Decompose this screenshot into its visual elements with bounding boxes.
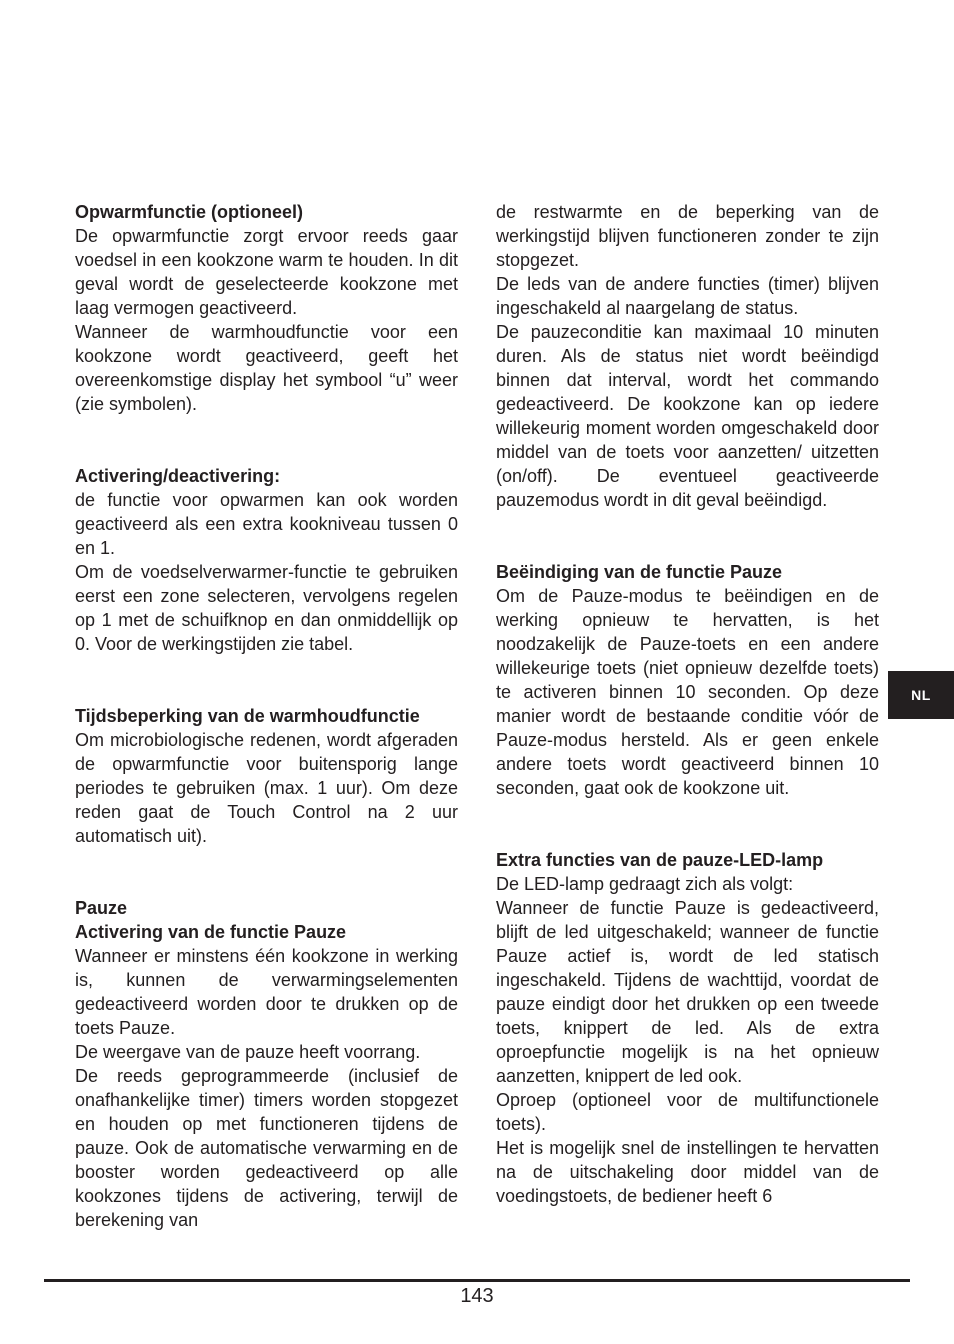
paragraph: Wanneer de functie Pauze is gedeactiveerd, blijft de led uitgeschakeld; wanneer de functie Pauze actief is, wordt de led statisch ingeschakeld. Tijdens de wachttijd, voordat de pauze eindigt door het drukken op een tweede toets, knippert de led. Als de extra oproepfunctie mogelijk is na het opnieuw aanzetten, knippert de led ook.: [496, 898, 879, 1086]
section-heading-opwarmfunctie: Opwarmfunctie (optioneel): [75, 202, 304, 222]
paragraph: Het is mogelijk snel de instellingen te hervatten na de uitschakeling door middel van de voedingstoets, de bediener heeft 6: [496, 1138, 879, 1206]
section-heading-beeindiging: Beëindiging van de functie Pauze: [496, 562, 783, 582]
paragraph: Oproep (optioneel voor de multifunctionele toets).: [496, 1090, 879, 1134]
paragraph: De weergave van de pauze heeft voorrang.: [75, 1042, 421, 1062]
section-spacer: [75, 848, 458, 896]
section-heading-tijdsbeperking: Tijdsbeperking van de warmhoudfunctie: [75, 706, 420, 726]
right-column: [496, 200, 879, 1208]
paragraph: De opwarmfunctie zorgt ervoor reeds gaar voedsel in een kookzone warm te houden. In dit geval wordt de geselecteerde kookzone met laag vermogen geactiveerd.: [75, 226, 458, 318]
section-spacer: [496, 512, 879, 560]
section-spacer: [75, 416, 458, 464]
paragraph: De LED-lamp gedraagt zich als volgt:: [496, 874, 794, 894]
section-heading-pauze: Pauze: [75, 898, 128, 918]
page-number: 143: [460, 1285, 494, 1307]
section-heading-extra-functies: Extra functies van de pauze-LED-lamp: [496, 850, 824, 870]
language-tab: NL: [888, 671, 954, 719]
paragraph: Om de Pauze-modus te beëindigen en de werking opnieuw te hervatten, is het noodzakelijk de Pauze-toets en een andere willekeurige toets (niet opnieuw dezelfde toets) te activeren binnen 10 seconden. Op deze manier wordt de bestaande conditie vóór de Pauze-modus hersteld. Als er geen enkele andere toets wordt geactiveerd binnen 10 seconden, gaat ook de kookzone uit.: [496, 586, 879, 798]
paragraph: de restwarmte en de beperking van de werkingstijd blijven functioneren zonder te zijn stopgezet.: [496, 202, 879, 270]
paragraph: de functie voor opwarmen kan ook worden geactiveerd als een extra kookniveau tussen 0 en 1.: [75, 490, 458, 558]
paragraph: De pauzeconditie kan maximaal 10 minuten duren. Als de status niet wordt beëindigd binnen dat interval, wordt het commando gedeactiveerd. De kookzone kan op iedere willekeurig moment worden omgeschakeld door middel van de toets voor aanzetten/ uitzetten (on/off). De eventueel geactiveerde pauzemodus wordt in dit geval beëindigd.: [496, 322, 879, 510]
paragraph: Wanneer er minstens één kookzone in werking is, kunnen de verwarmingselementen gedeactiveerd worden door te drukken op de toets Pauze.: [75, 946, 458, 1038]
section-spacer: [75, 656, 458, 704]
section-heading-activering: Activering/deactivering:: [75, 466, 281, 486]
paragraph: De reeds geprogrammeerde (inclusief de onafhankelijke timer) timers worden stopgezet en houden op met functioneren tijdens de pauze. Ook de automatische verwarming en de booster worden gedeactiveerd op alle kookzones tijdens de activering, terwijl de berekening van: [75, 1066, 458, 1230]
paragraph: Om de voedselverwarmer-functie te gebruiken eerst een zone selecteren, vervolgens regelen op 1 met de schuifknop en dan onmiddellijk op 0. Voor de werkingstijden zie tabel.: [75, 562, 458, 654]
paragraph: De leds van de andere functies (timer) blijven ingeschakeld al naargelang de status.: [496, 274, 879, 318]
section-spacer: [496, 800, 879, 848]
section-subheading-activering-pauze: Activering van de functie Pauze: [75, 922, 347, 942]
paragraph: Om microbiologische redenen, wordt afgeraden de opwarmfunctie voor buitensporig lange periodes te gebruiken (max. 1 uur). Om deze reden gaat de Touch Control na 2 uur automatisch uit).: [75, 730, 458, 846]
left-column: [75, 200, 458, 1232]
paragraph: Wanneer de warmhoudfunctie voor een kookzone wordt geactiveerd, geeft het overeenkomstige display het symbool “u” weer (zie symbolen).: [75, 322, 458, 414]
footer-divider: [44, 1279, 910, 1282]
